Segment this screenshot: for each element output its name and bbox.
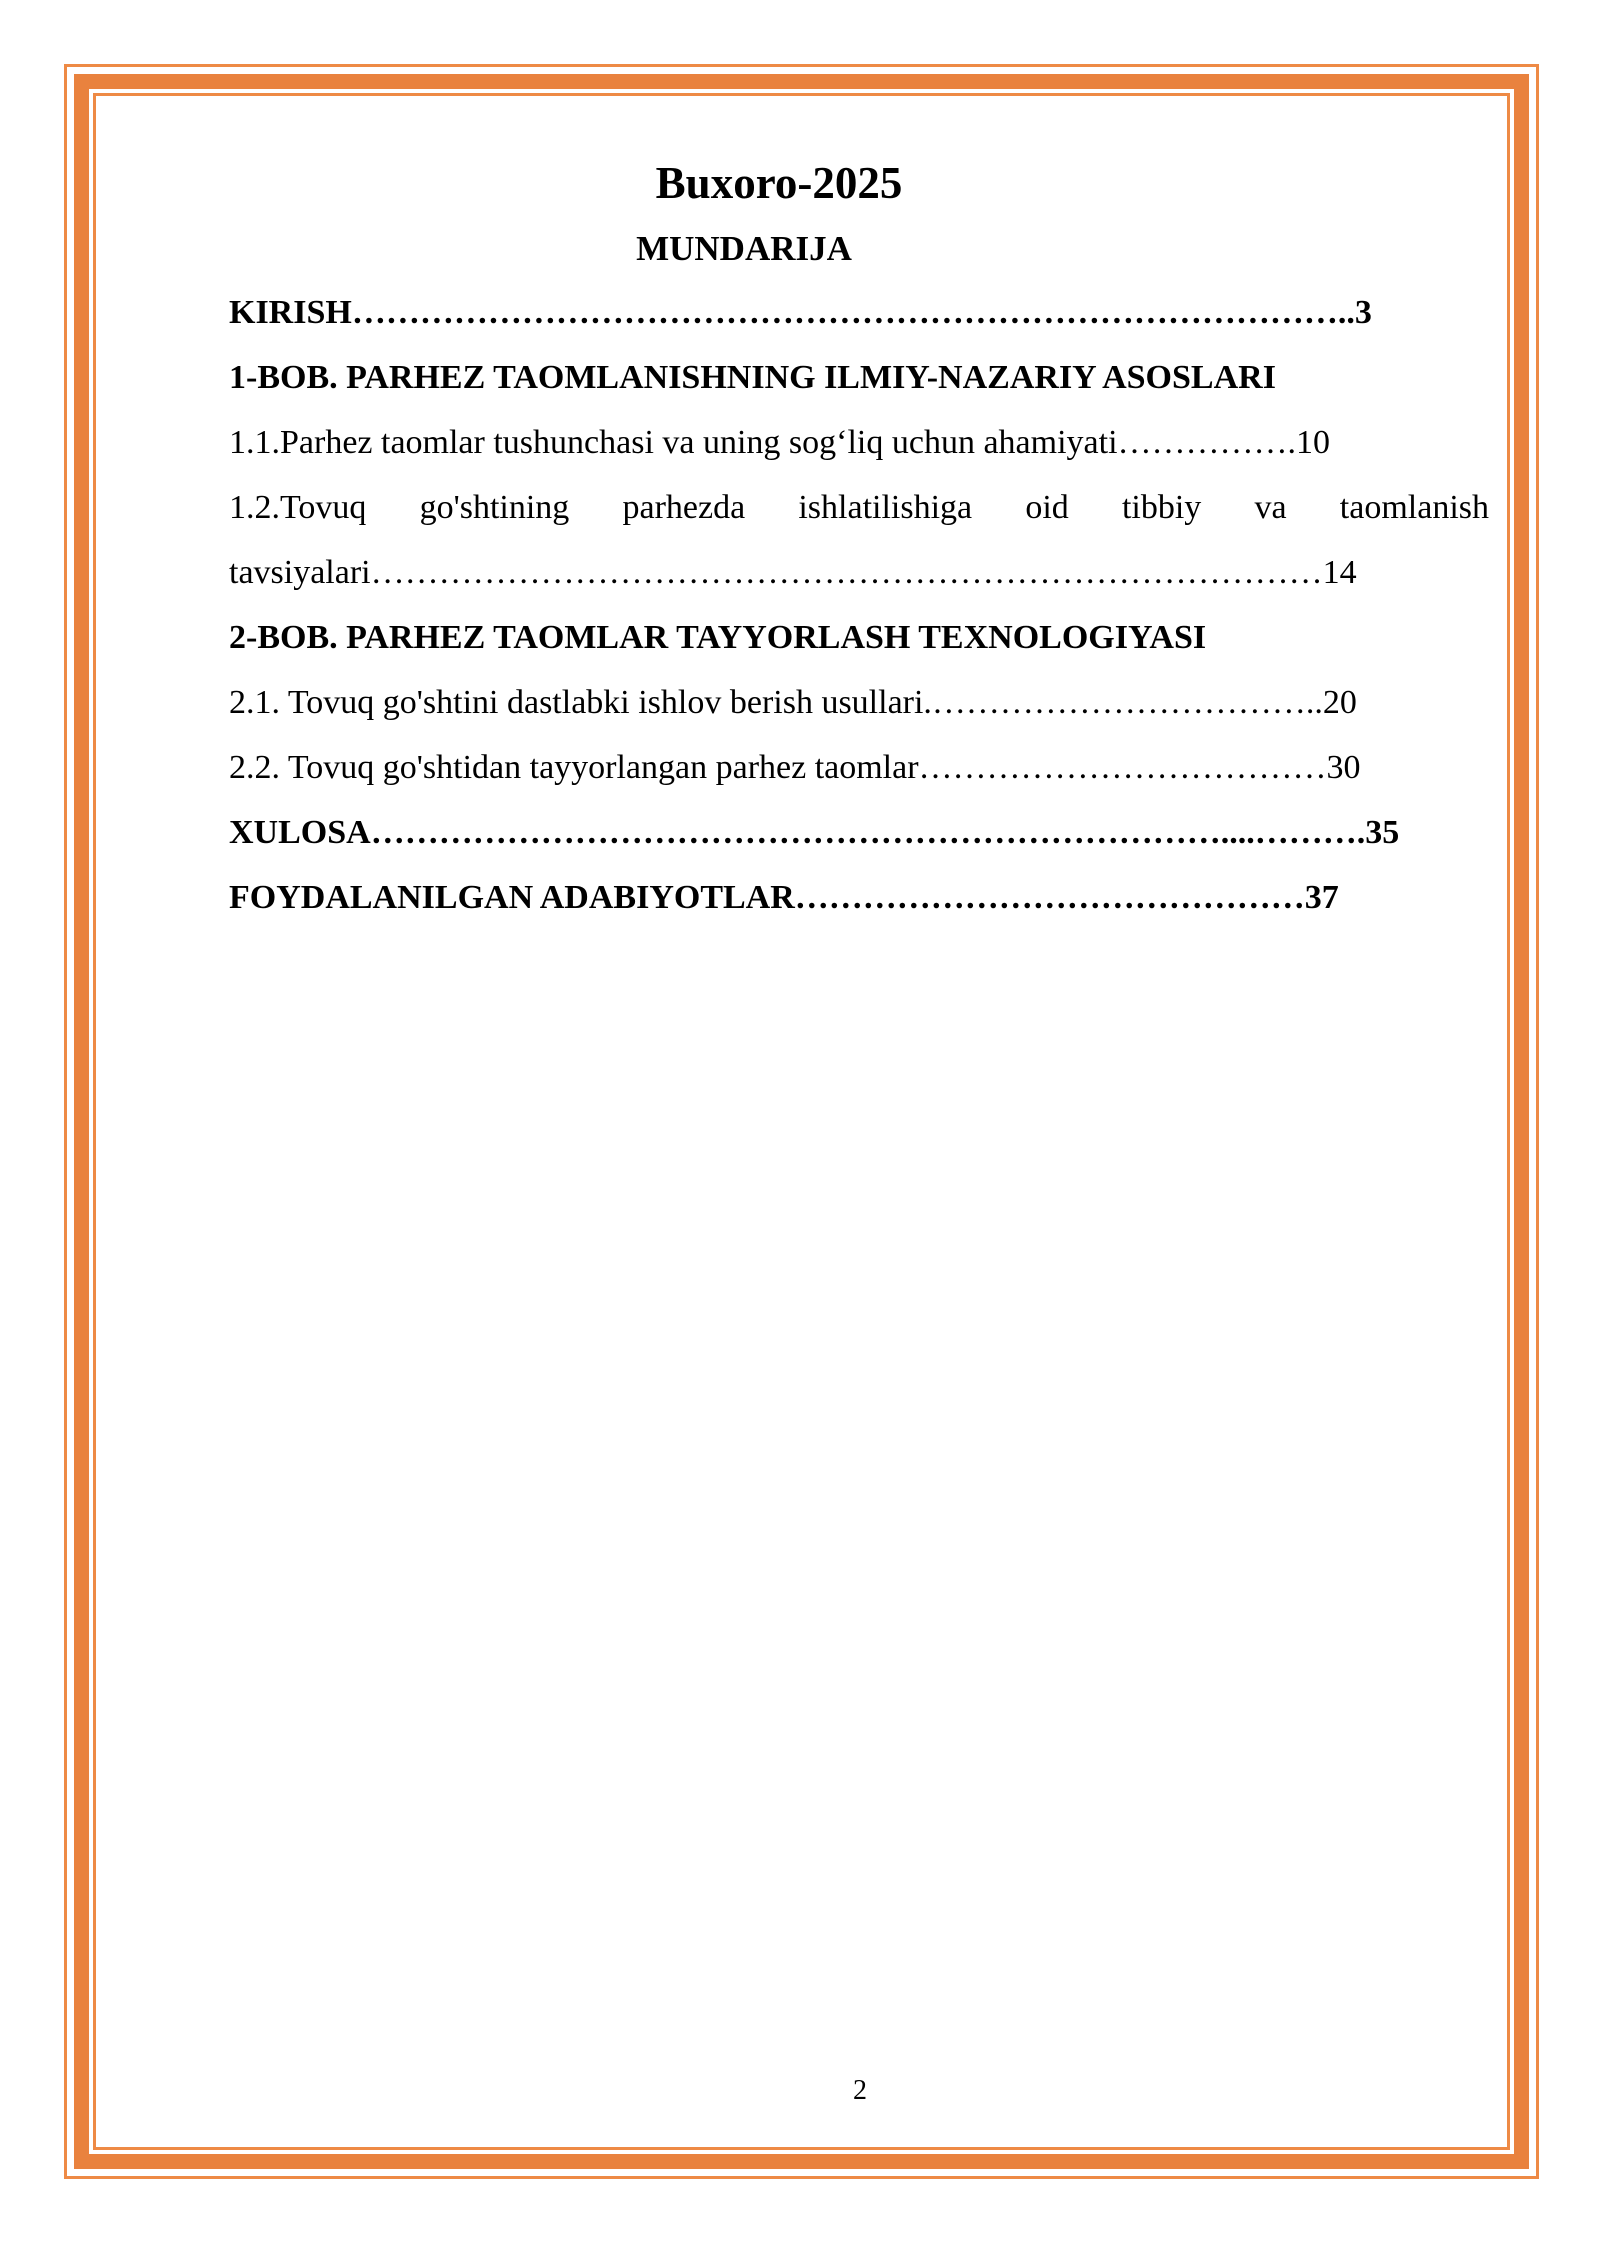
toc-chapter-2-title: 2-BOB. PARHEZ TAOMLAR TAYYORLASH TEXNOLOGIYASI [229,619,1207,656]
toc-title: MUNDARIJA [636,229,852,268]
toc-entry-2-2: 2.2. Tovuq go'shtidan tayyorlangan parhez taomlar………………………………30 [229,749,1361,786]
page-content [229,148,1489,930]
toc-entry-conclusion: XULOSA…………………………………………………………………....……….35 [229,814,1400,851]
page-number: 2 [853,2075,867,2106]
toc-entry-references: FOYDALANILGAN ADABIYOTLAR………………………………………37 [229,879,1339,916]
toc-entry-1-1: 1.1.Parhez taomlar tushunchasi va uning sog‘liq uchun ahamiyati…………….10 [229,424,1331,461]
toc-entry-2-1: 2.1. Tovuq go'shtini dastlabki ishlov berish usullari.……………………………..20 [229,684,1357,721]
city-year-heading: Buxoro-2025 [655,158,903,208]
toc-entry-intro: KIRISH……………………………………………………………………………..3 [229,294,1372,331]
toc-entry-1-2-line1: 1.2.Tovuq go'shtining parhezda ishlatilishiga oid tibbiy va taomlanish [229,489,1489,526]
toc-chapter-1-title: 1-BOB. PARHEZ TAOMLANISHNING ILMIY-NAZARIY ASOSLARI [229,359,1276,396]
toc-entry-1-2-line2: tavsiyalari…………………………………………………………………………14 [229,554,1357,591]
